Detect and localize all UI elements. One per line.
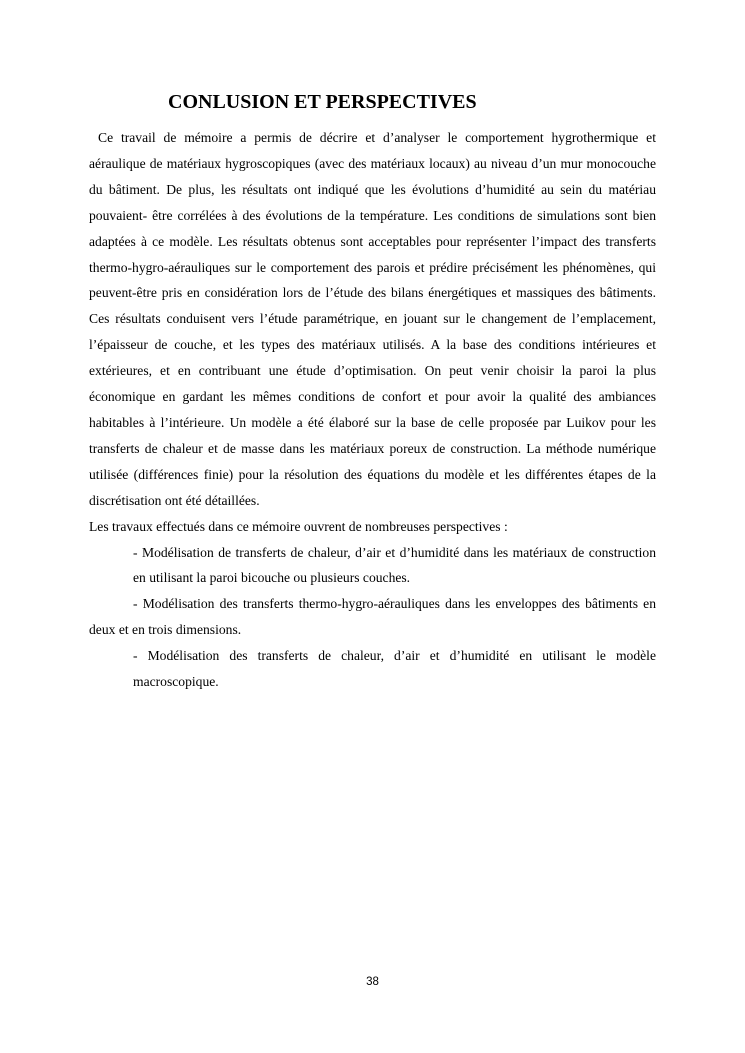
perspective-item-3: - Modélisation des transferts de chaleur, d’air et d’humidité en utilisant le modèle macroscopique. xyxy=(133,648,656,690)
section-title: CONLUSION ET PERSPECTIVES xyxy=(168,91,477,113)
conclusion-paragraph: Ce travail de mémoire a permis de décrire et d’analyser le comportement hygrothermique et aéraulique de matériaux hygroscopiques (avec des matériaux locaux) au niveau d’un mur monocouche du bâtiment. De plus, les résultats ont indiqué que les évolutions d’humidité au sein du matériau pouvaient- être corrélées à des évolutions de la température. Les conditions de simulations sont bien adaptées à ce modèle. Les résultats obtenus sont acceptables pour représenter l’impact des transferts thermo-hygro-aérauliques sur le comportement des parois et prédire précisément les phénomènes, qui peuvent-être pris en considération lors de l’étude des bilans énergétiques et massiques des bâtiments. Ces résultats conduisent vers l’étude paramétrique, en jouant sur le changement de l’emplacement, l’épaisseur de couche, et les types des matériaux utilisés. A la base des conditions intérieures et extérieures, et en contribuant une étude d’optimisation. On peut venir choisir la paroi la plus économique en gardant les mêmes conditions de confort et pour avoir la qualité des ambiances habitables à l’intérieure. Un modèle a été élaboré sur la base de celle proposée par Luikov pour les transferts de chaleur et de masse dans les matériaux poreux de construction. La méthode numérique utilisée (différences finie) pour la résolution des équations du modèle et les différentes étapes de la discrétisation ont été détaillées. xyxy=(89,130,656,508)
perspective-item-2: - Modélisation des transferts thermo-hygro-aérauliques dans les enveloppes des bâtiments en deux et en trois dimensions. xyxy=(89,596,656,638)
perspectives-intro: Les travaux effectués dans ce mémoire ouvrent de nombreuses perspectives : xyxy=(89,518,508,534)
perspective-item-1: - Modélisation de transferts de chaleur, d’air et d’humidité dans les matériaux de construction en utilisant la paroi bicouche ou plusieurs couches. xyxy=(133,544,656,586)
page-number: 38 xyxy=(366,976,379,988)
body-text xyxy=(89,125,656,695)
